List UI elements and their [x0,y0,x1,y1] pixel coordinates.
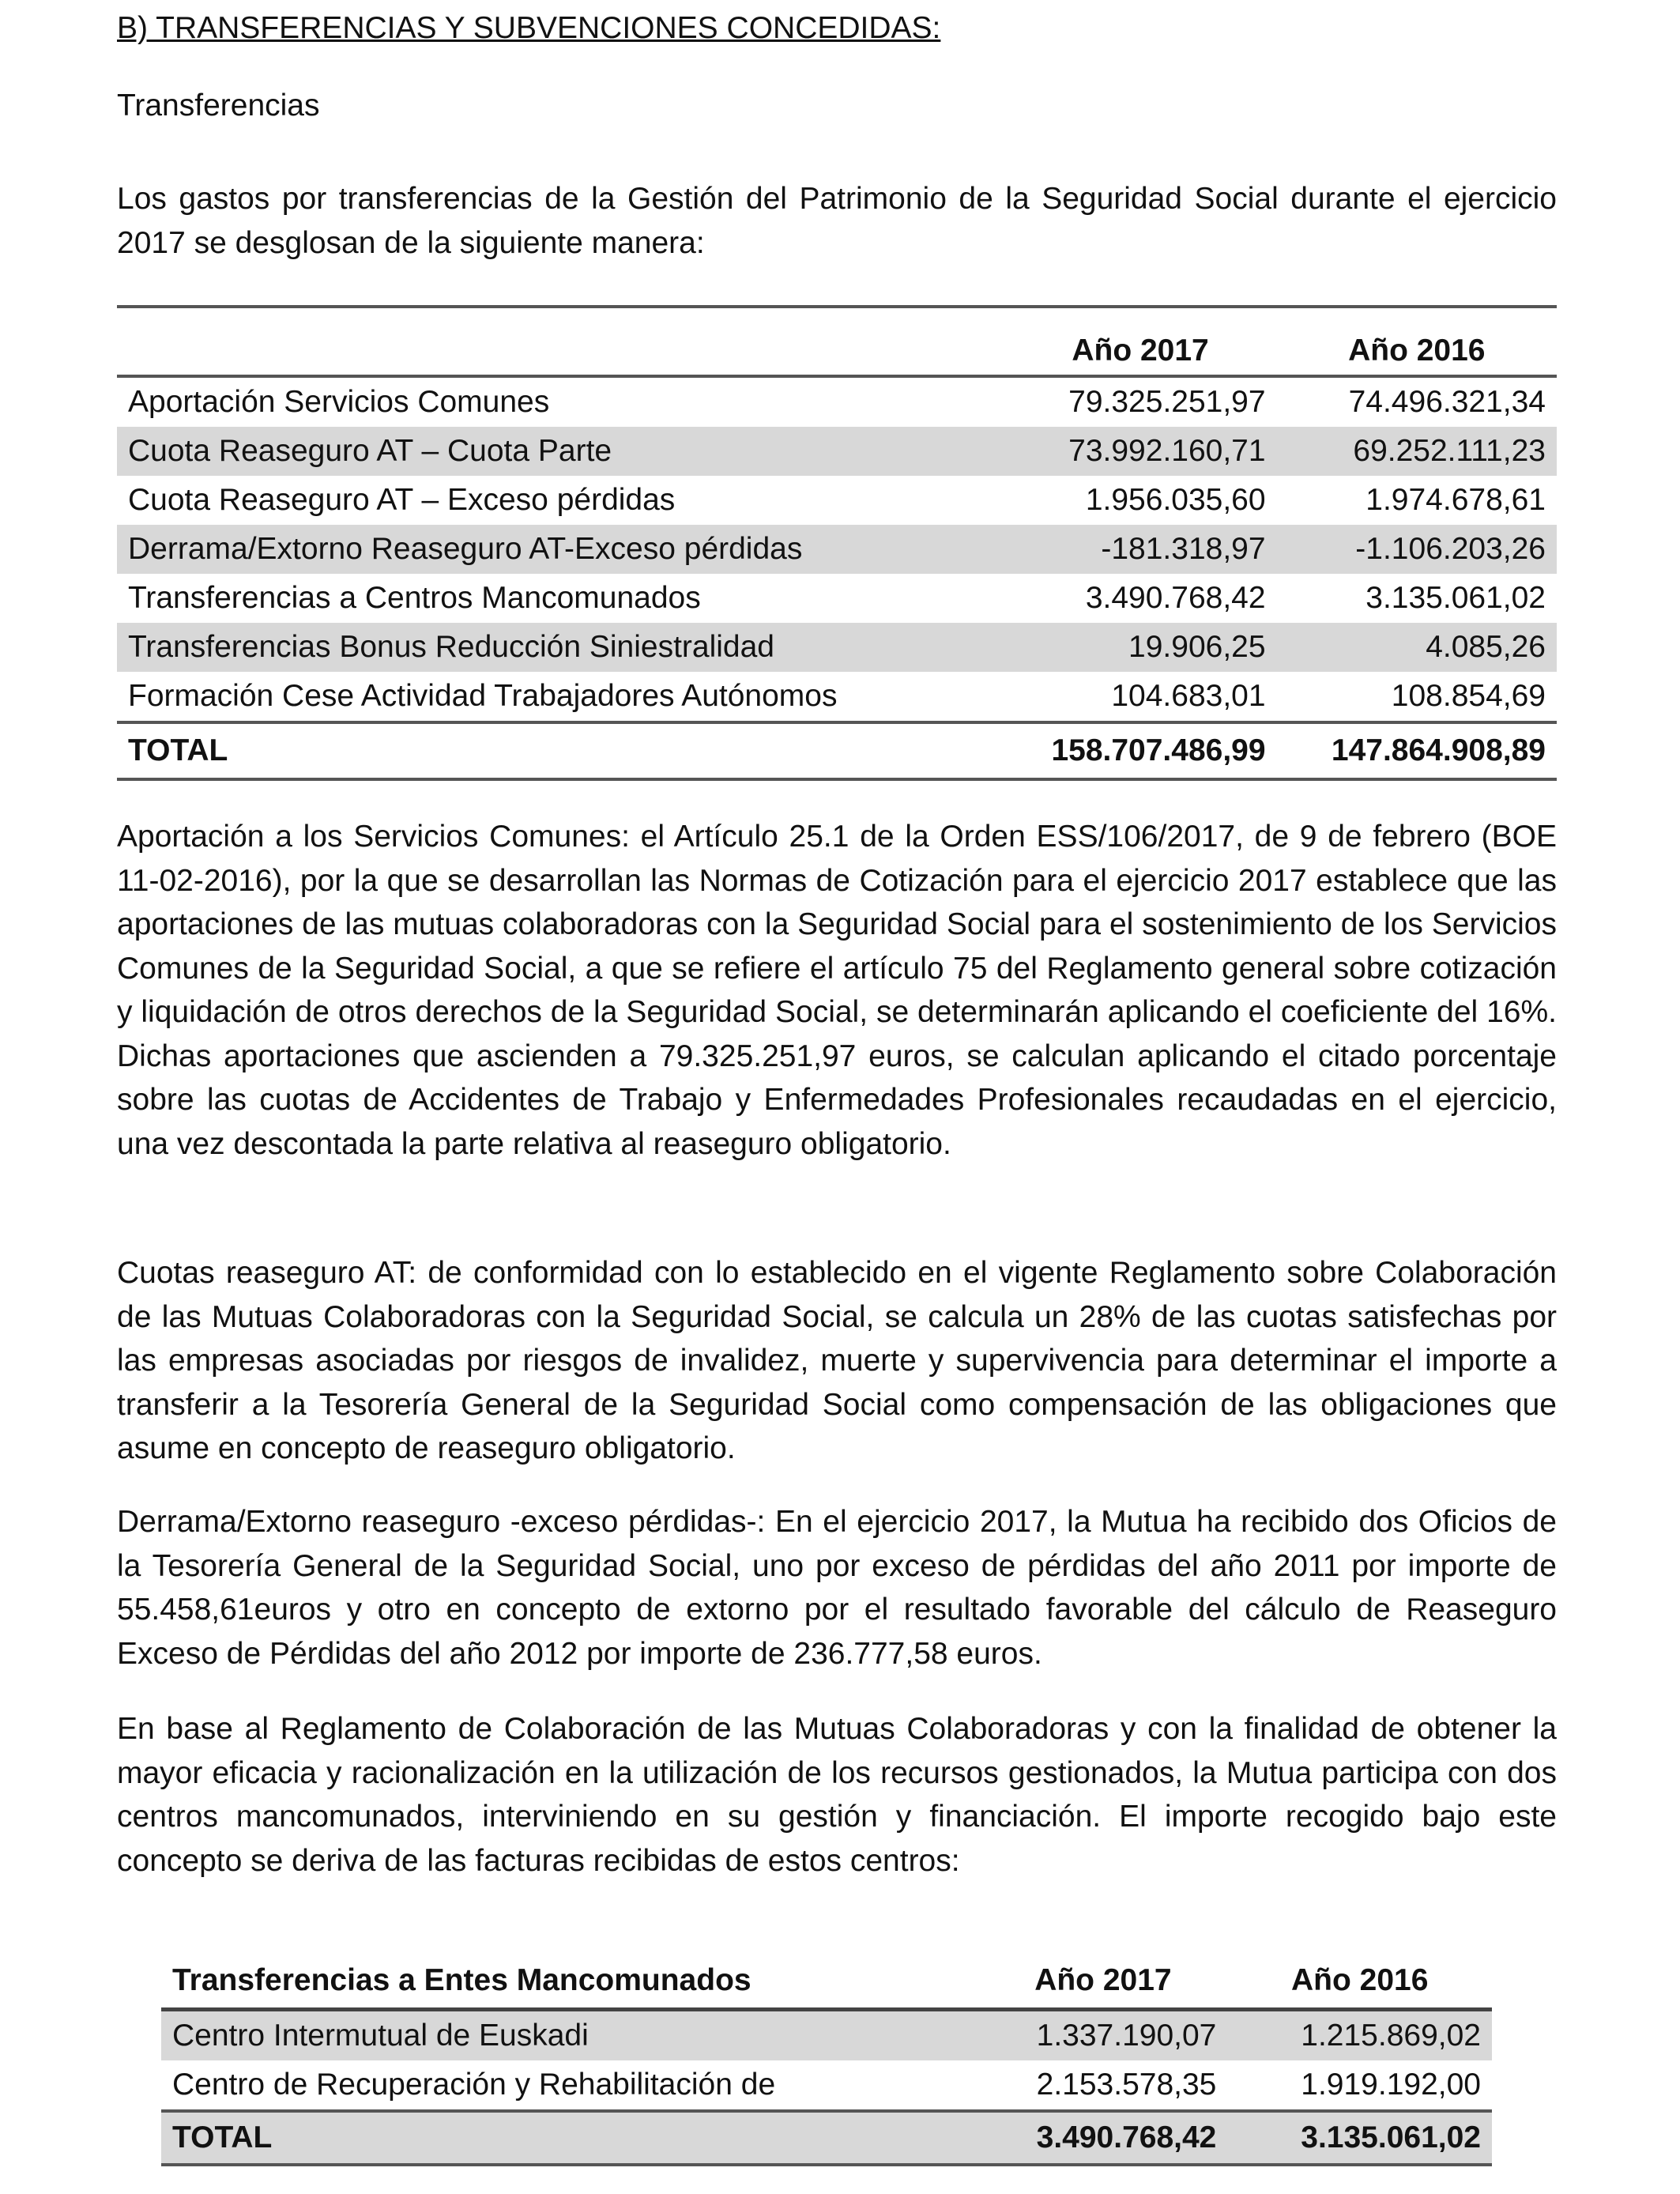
mancomunados-table [161,1954,1492,2166]
row-value-2017: -181.318,97 [1004,525,1277,574]
subsection-heading: Transferencias [117,89,320,123]
table-header-row [117,307,1557,376]
row-value-2016: 69.252.111,23 [1277,427,1557,476]
total-value-2016: 3.135.061,02 [1227,2111,1492,2165]
total-value-2016: 147.864.908,89 [1331,733,1546,767]
row-value-2017: 104.683,01 [1111,679,1266,713]
header-label [117,307,1004,376]
row-value-2017: 73.992.160,71 [1004,427,1277,476]
row-value-2017: 2.153.578,35 [1036,2068,1217,2102]
header-year-2016: Año 2016 [1290,1963,1429,1997]
table-row [117,376,1557,427]
row-label: Cuota Reaseguro AT – Cuota Parte [117,427,1004,476]
row-value-2016: 3.135.061,02 [1365,581,1546,615]
header-label: Transferencias a Entes Mancomunados [172,1963,751,1997]
table-total-row [161,2111,1492,2165]
table-row [161,2010,1492,2061]
row-value-2016: 1.974.678,61 [1365,483,1546,517]
paragraph-cuotas-reaseguro: Cuotas reaseguro AT: de conformidad con lo establecido en el vigente Reglamento sobre Colaboración de las Mutuas Colaboradoras con la Seguridad Social, se calcula un 28% de las cuotas satisfechas por las empresas asociadas por riesgos de invalidez, muerte y supervivencia para determinar el importe a transferir a la Tesorería General de la Seguridad Social como compensación de las obligaciones que asume en concepto de reaseguro obligatorio. [117,1256,1557,1465]
row-label: Aportación Servicios Comunes [128,385,550,419]
header-year-2016: Año 2016 [1348,334,1486,368]
header-year-2017: Año 2017 [1034,1963,1172,1997]
row-value-2017: 19.906,25 [1004,623,1277,672]
row-value-2017: 1.337.190,07 [978,2010,1227,2061]
section-heading: B) TRANSFERENCIAS Y SUBVENCIONES CONCEDIDAS: [117,11,941,45]
table-row [117,476,1557,525]
table-row [117,574,1557,623]
table-total-row [117,722,1557,779]
row-value-2016: -1.106.203,26 [1277,525,1557,574]
total-label: TOTAL [128,733,228,767]
row-label: Derrama/Extorno Reaseguro AT-Exceso pérdidas [117,525,1004,574]
header-year-2017: Año 2017 [1072,334,1209,368]
row-value-2016: 1.919.192,00 [1301,2068,1481,2102]
total-label: TOTAL [161,2111,978,2165]
row-label: Transferencias a Centros Mancomunados [128,581,701,615]
row-label: Centro de Recuperación y Rehabilitación de [172,2068,776,2102]
row-value-2016: 4.085,26 [1277,623,1557,672]
row-value-2017: 3.490.768,42 [1085,581,1266,615]
table-row [117,672,1557,722]
row-value-2016: 108.854,69 [1391,679,1546,713]
row-value-2016: 1.215.869,02 [1227,2010,1492,2061]
row-value-2017: 1.956.035,60 [1085,483,1266,517]
table-row [117,427,1557,476]
row-value-2017: 79.325.251,97 [1068,385,1266,419]
row-value-2016: 74.496.321,34 [1348,385,1546,419]
paragraph-servicios-comunes: Aportación a los Servicios Comunes: el Artículo 25.1 de la Orden ESS/106/2017, de 9 de febrero (BOE 11-02-2016), por la que se desarrollan las Normas de Cotización para el ejercicio 2017 establece que las aportaciones de las mutuas colaboradoras con la Seguridad Social para el sostenimiento de los Servicios Comunes de la Seguridad Social, a que se refiere el artículo 75 del Reglamento general sobre cotización y liquidación de otros derechos de la Seguridad Social, se determinarán aplicando el coeficiente del 16%. Dichas aportaciones que ascienden a 79.325.251,97 euros, se calculan aplicando el citado porcentaje sobre las cuotas de Accidentes de Trabajo y Enfermedades Profesionales recaudadas en el ejercicio, una vez descontada la parte relativa al reaseguro obligatorio. [117,820,1557,1161]
table-row [117,623,1557,672]
row-label: Centro Intermutual de Euskadi [161,2010,978,2061]
table-row [117,525,1557,574]
row-label: Formación Cese Actividad Trabajadores Autónomos [128,679,838,713]
row-label: Transferencias Bonus Reducción Siniestralidad [117,623,1004,672]
paragraph-centros-mancomunados: En base al Reglamento de Colaboración de las Mutuas Colaboradoras y con la finalidad de obtener la mayor eficacia y racionalización en la utilización de los recursos gestionados, la Mutua participa con dos centros mancomunados, interviniendo en su gestión y financiación. El importe recogido bajo este concepto se deriva de las facturas recibidas de estos centros: [117,1712,1557,1878]
transfers-table [117,305,1557,781]
intro-paragraph: Los gastos por transferencias de la Gestión del Patrimonio de la Seguridad Social durante el ejercicio 2017 se desglosan de la siguiente manera: [117,182,1557,260]
total-value-2017: 3.490.768,42 [978,2111,1227,2165]
total-value-2017: 158.707.486,99 [1051,733,1266,767]
paragraph-derrama-extorno: Derrama/Extorno reaseguro -exceso pérdidas-: En el ejercicio 2017, la Mutua ha recibido dos Oficios de la Tesorería General de la Seguridad Social, uno por exceso de pérdidas del año 2011 por importe de 55.458,61euros y otro en concepto de extorno por el resultado favorable del cálculo de Reaseguro Exceso de Pérdidas del año 2012 por importe de 236.777,58 euros. [117,1505,1557,1671]
table-header-row [161,1954,1492,2010]
row-label: Cuota Reaseguro AT – Exceso pérdidas [128,483,676,517]
table-row [161,2060,1492,2111]
